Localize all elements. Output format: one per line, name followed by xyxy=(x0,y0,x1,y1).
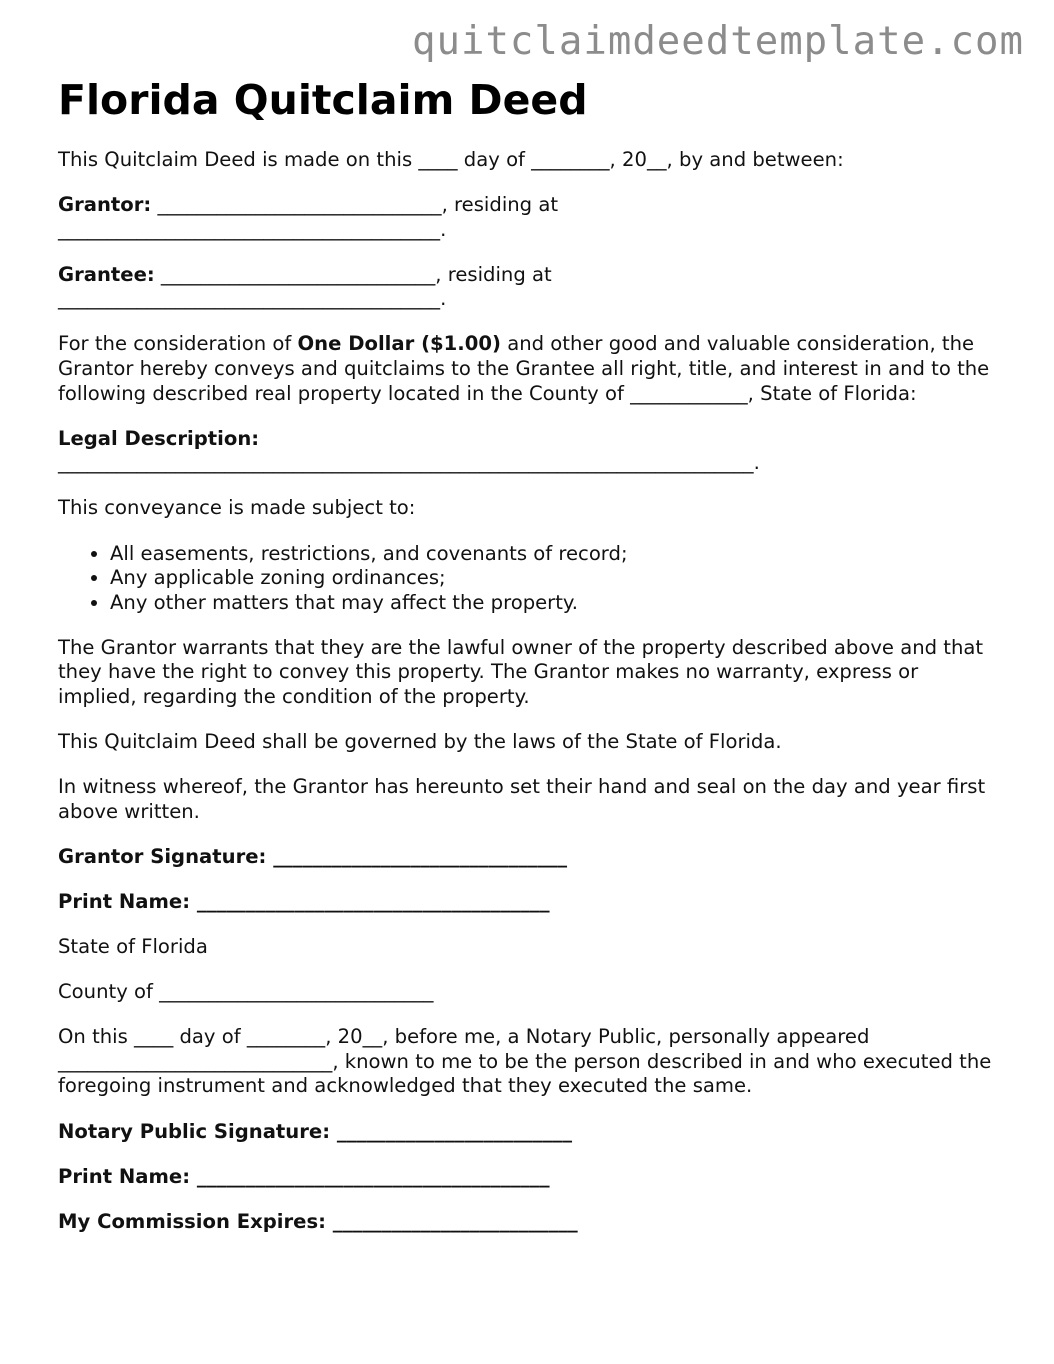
intro-paragraph: This Quitclaim Deed is made on this ____ day of ________, 20__, by and between: xyxy=(58,148,844,171)
grantor-signature-line xyxy=(58,845,998,870)
state-line: State of Florida xyxy=(58,935,208,959)
grantor-signature-blank: ______________________________ xyxy=(273,844,568,868)
legal-description-paragraph xyxy=(58,427,998,476)
grantor-signature-label xyxy=(58,845,567,868)
notary-print-name-label xyxy=(58,1165,550,1188)
grantor-signature-label-text: Grantor Signature: xyxy=(58,844,274,868)
notary-print-name-line xyxy=(58,1165,998,1190)
grantee-name-line: ____________________________, residing at xyxy=(154,262,552,286)
notary-print-name-blank: ____________________________________ xyxy=(196,1164,550,1188)
grantor-print-name-blank: ____________________________________ xyxy=(196,889,550,913)
consideration-amount: One Dollar ($1.00) xyxy=(297,332,501,356)
subject-to-list xyxy=(58,542,998,616)
witness-paragraph: In witness whereof, the Grantor has hereunto set their hand and seal on the day and year first above written. xyxy=(58,775,986,823)
governing-law-paragraph: This Quitclaim Deed shall be governed by the laws of the State of Florida. xyxy=(58,730,782,754)
list-item: • Any other matters that may affect the property. xyxy=(110,591,998,616)
commission-expires-label xyxy=(58,1210,578,1233)
grantor-name-line: _____________________________, residing at xyxy=(151,193,559,217)
grantor-print-name-label xyxy=(58,890,550,913)
grantor-paragraph xyxy=(58,193,998,242)
county-line: County of ____________________________ xyxy=(58,980,434,1004)
warranty-paragraph: The Grantor warrants that they are the lawful owner of the property described above and that they have the right to convey this property. The Grantor makes no warranty, express or implied, regarding the condition of the property. xyxy=(58,635,984,708)
notary-print-name-label-text: Print Name: xyxy=(58,1164,197,1188)
notary-signature-blank: ________________________ xyxy=(336,1119,572,1143)
commission-expires-label-text: My Commission Expires: xyxy=(58,1209,333,1233)
document-content xyxy=(58,76,998,1255)
legal-description-line: _______________________________________________________________________. xyxy=(58,451,760,475)
grantor-label: Grantor: xyxy=(58,193,152,217)
notary-paragraph: On this ____ day of ________, 20__, before me, a Notary Public, personally appeared ____________________________, known to me to be the person described in and who executed the foregoing instrument and acknowledged that they executed the same. xyxy=(58,1025,992,1098)
grantor-print-name-label-text: Print Name: xyxy=(58,889,197,913)
subject-to-intro: This conveyance is made subject to: xyxy=(58,496,416,520)
list-item: • Any applicable zoning ordinances; xyxy=(110,566,998,591)
legal-description-label: Legal Description: xyxy=(58,426,260,450)
notary-signature-line xyxy=(58,1120,998,1145)
commission-expires-line xyxy=(58,1210,998,1235)
grantee-label: Grantee: xyxy=(58,262,155,286)
notary-signature-label-text: Notary Public Signature: xyxy=(58,1119,337,1143)
list-item: • All easements, restrictions, and covenants of record; xyxy=(110,542,998,567)
commission-expires-blank: _________________________ xyxy=(332,1209,578,1233)
notary-signature-label xyxy=(58,1120,572,1143)
consideration-paragraph xyxy=(58,332,998,406)
grantee-paragraph xyxy=(58,263,998,312)
watermark: quitclaimdeedtemplate.com xyxy=(412,19,1024,64)
consideration-text-before: For the consideration of xyxy=(58,332,298,356)
consideration-text-after: and other good and valuable consideration, the Grantor hereby conveys and quitclaims to the Grantee all right, title, and interest in and to the following described real property located in the County of ____________, State of Florida: xyxy=(58,332,990,405)
grantor-address-line: _______________________________________. xyxy=(58,217,447,241)
grantor-print-name-line xyxy=(58,890,998,915)
grantee-address-line: _______________________________________. xyxy=(58,287,447,311)
document-title: Florida Quitclaim Deed xyxy=(58,76,588,124)
